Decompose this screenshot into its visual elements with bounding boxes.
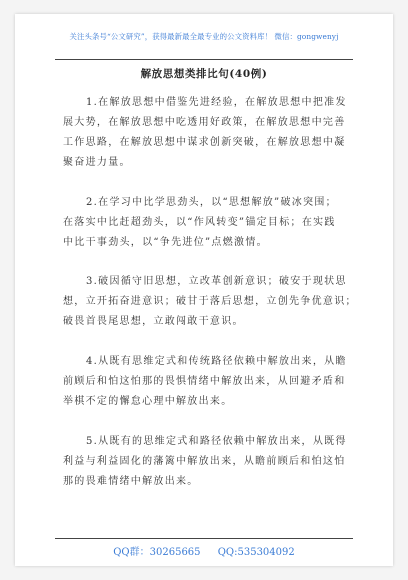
footer-rule [55,538,353,539]
paragraph-line: 中比干事劲头，以“争先进位”点燃激情。 [63,237,268,248]
paragraph-line: 4.从既有思维定式和传统路径依赖中解放出来，从瞻 [86,356,347,367]
paragraph-line: 2.在学习中比学思劲头，以“思想解放”破冰突围； [86,197,337,208]
paragraph-line: 工作思路，在解放思想中谋求创新突破，在解放思想中凝 [63,137,346,148]
qq-group-text: QQ群：30265665 [113,547,201,558]
header-promo-note: 关注头条号“公文研究”，获得最新最全最专业的公文资料库！ 微信：gongwenyj [69,32,339,41]
document-title: 解放思想类排比句(40例) [140,68,268,80]
header-rule [55,59,353,60]
qq-number-text: QQ:535304092 [217,547,295,558]
paragraph-line: 5.从既有的思维定式和路径依赖中解放出来，从既得 [86,436,347,447]
paragraph-line: 在落实中比赶超劲头，以“作风转变”锚定目标；在实践 [63,217,336,228]
paragraph-line: 举棋不定的懈怠心理中解放出来。 [63,396,233,407]
footer-contact [15,543,393,558]
paragraph-line: 前顾后和怕这怕那的畏惧情绪中解放出来，从回避矛盾和 [63,376,346,387]
paragraph-2 [63,193,348,253]
paragraph-1 [63,93,348,173]
paragraph-5 [63,432,348,492]
document-page [15,14,393,566]
paragraph-4 [63,352,348,412]
paragraph-line: 破畏首畏尾思想，立敢闯敢干意识。 [63,316,244,327]
paragraph-line: 1.在解放思想中借鉴先进经验，在解放思想中把准发 [86,97,347,108]
paragraph-line: 展大势，在解放思想中吃透用好政策，在解放思想中完善 [63,117,346,128]
paragraph-line: 那的畏难情绪中解放出来。 [63,476,199,487]
paragraph-3 [63,272,357,332]
paragraph-line: 利益与利益固化的藩篱中解放出来，从瞻前顾后和怕这怕 [63,456,346,467]
paragraph-line: 聚奋进力量。 [63,157,131,168]
paragraph-line: 想，立开拓奋进意识；破甘于落后思想，立创先争优意识； [63,296,357,307]
paragraph-line: 3.破因循守旧思想，立改革创新意识；破安于现状思 [86,276,347,287]
